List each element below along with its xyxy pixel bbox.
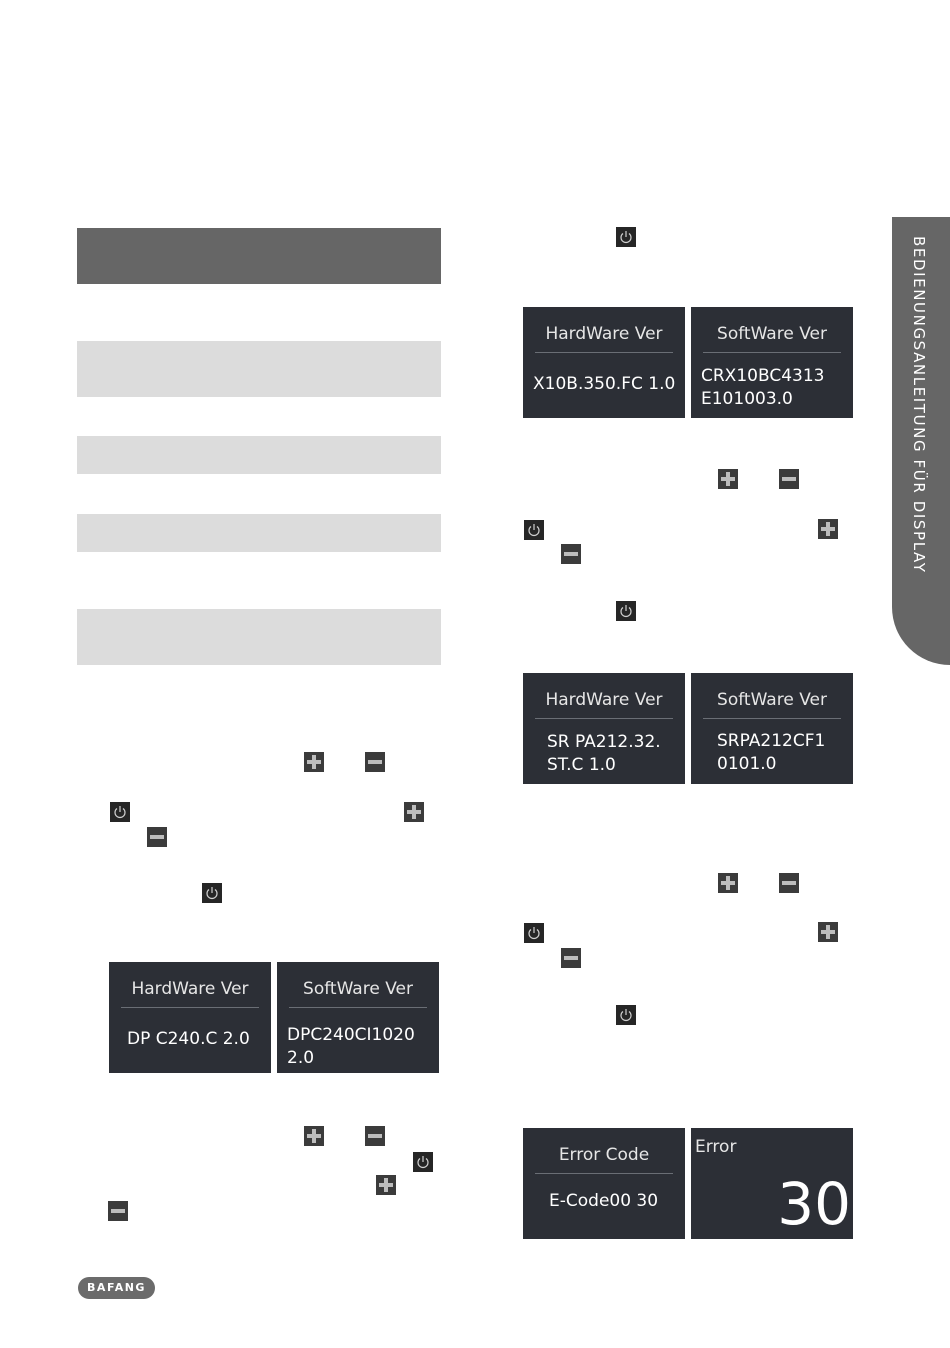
error-label: Error <box>695 1137 737 1157</box>
table-header-bar <box>77 228 441 284</box>
panel-value: E101003.0 <box>701 389 793 409</box>
power-icon <box>524 923 544 943</box>
minus-icon <box>779 873 799 893</box>
panel-title: HardWare Ver <box>535 324 673 353</box>
panel-title: HardWare Ver <box>535 690 673 719</box>
power-icon <box>616 601 636 621</box>
plus-icon <box>304 752 324 772</box>
plus-icon <box>718 873 738 893</box>
plus-icon <box>818 519 838 539</box>
minus-icon <box>365 1126 385 1146</box>
panel-value: ST.C 1.0 <box>547 755 616 775</box>
minus-icon <box>365 752 385 772</box>
panel-title: SoftWare Ver <box>703 690 841 719</box>
controller-software-panel <box>691 307 853 418</box>
panel-value: SRPA212CF1 <box>717 731 826 751</box>
bafang-logo: BAFANG <box>78 1277 155 1299</box>
power-icon <box>616 227 636 247</box>
display-hardware-panel <box>109 962 271 1073</box>
panel-title: SoftWare Ver <box>703 324 841 353</box>
panel-title: SoftWare Ver <box>289 979 427 1008</box>
error-number-panel <box>691 1128 853 1239</box>
plus-icon <box>304 1126 324 1146</box>
plus-icon <box>718 469 738 489</box>
side-tab-text: BEDIENUNGSANLEITUNG FÜR DISPLAY <box>910 236 928 574</box>
sensor-hardware-panel <box>523 673 685 784</box>
power-icon <box>413 1152 433 1172</box>
table-row <box>77 609 441 665</box>
error-number: 30 <box>777 1170 851 1238</box>
panel-title: HardWare Ver <box>121 979 259 1008</box>
minus-icon <box>561 544 581 564</box>
minus-icon <box>108 1201 128 1221</box>
plus-icon <box>818 922 838 942</box>
panel-value: CRX10BC4313 <box>701 366 825 386</box>
panel-value: DP C240.C 2.0 <box>127 1029 250 1049</box>
panel-value: 0101.0 <box>717 754 777 774</box>
power-icon <box>616 1005 636 1025</box>
power-icon <box>110 802 130 822</box>
minus-icon <box>147 827 167 847</box>
controller-hardware-panel <box>523 307 685 418</box>
panel-value: DPC240CI1020 <box>287 1025 415 1045</box>
power-icon <box>524 520 544 540</box>
sensor-software-panel <box>691 673 853 784</box>
panel-value: 2.0 <box>287 1048 315 1068</box>
display-software-panel <box>277 962 439 1073</box>
minus-icon <box>779 469 799 489</box>
panel-title: Error Code <box>535 1145 673 1174</box>
error-code-panel <box>523 1128 685 1239</box>
plus-icon <box>404 802 424 822</box>
panel-value: SR PA212.32. <box>547 732 661 752</box>
power-icon <box>202 883 222 903</box>
plus-icon <box>376 1175 396 1195</box>
panel-value: X10B.350.FC 1.0 <box>533 374 676 394</box>
table-row <box>77 436 441 474</box>
table-row <box>77 514 441 552</box>
panel-value: E-Code00 30 <box>549 1191 659 1211</box>
minus-icon <box>561 948 581 968</box>
table-row <box>77 341 441 397</box>
